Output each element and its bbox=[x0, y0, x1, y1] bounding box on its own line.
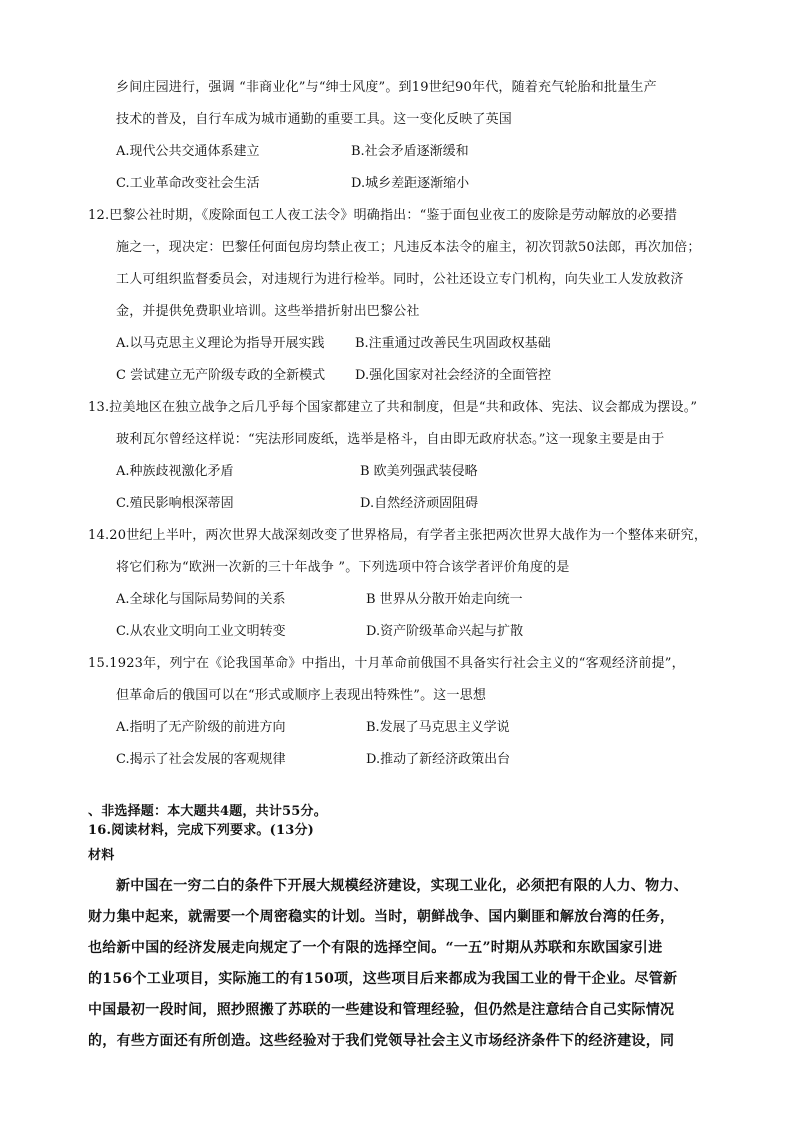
q11-stem-line-1: 乡间庄园进行，强调 “非商业化”与“绅士风度”。到19世纪90年代，随着充气轮胎和批量生产 bbox=[116, 80, 657, 95]
q13-stem-line-1: 13.拉美地区在独立战争之后几乎每个国家都建立了共和制度，但是“共和政体、宪法、议会都成为摆设。” bbox=[88, 400, 698, 415]
material-para-line-4: 的156个工业项目，实际施工的有150项，这些项目后来都成为我国工业的骨干企业。尽管新 bbox=[88, 971, 678, 987]
q11-option-d: D.城乡差距逐渐缩小 bbox=[351, 176, 470, 191]
material-label: 材料 bbox=[88, 848, 115, 863]
q12-stem-line-1: 12.巴黎公社时期，《废除面包工人夜工法令》明确指出：“鉴于面包业夜工的废除是劳动解放的必要措 bbox=[88, 208, 678, 223]
q12-option-b: B.注重通过改善民生巩固政权基础 bbox=[355, 336, 551, 351]
q15-option-c: C.揭示了社会发展的客观规律 bbox=[116, 752, 286, 767]
q11-option-c: C.工业革命改变社会生活 bbox=[116, 176, 260, 191]
q11-stem-line-2: 技术的普及，自行车成为城市通勤的重要工具。这一变化反映了英国 bbox=[116, 112, 513, 127]
q12-option-d: D.强化国家对社会经济的全面管控 bbox=[355, 368, 552, 383]
q12-option-a: A.以马克思主义理论为指导开展实践 bbox=[116, 336, 325, 351]
q13-option-d: D.自然经济顽固阻碍 bbox=[360, 496, 479, 511]
q11-option-a: A.现代公共交通体系建立 bbox=[116, 144, 260, 159]
q15-stem-line-2: 但革命后的俄国可以在“形式或顺序上表现出特殊性”。这一思想 bbox=[116, 688, 487, 703]
material-para-line-2: 财力集中起来，就需要一个周密稳实的计划。当时，朝鲜战争、国内剿匪和解放台湾的任务， bbox=[88, 909, 675, 925]
q14-option-d: D.资产阶级革命兴起与扩散 bbox=[366, 624, 524, 639]
material-para-line-1: 新中国在一穷二白的条件下开展大规模经济建设，实现工业化，必须把有限的人力、物力、 bbox=[116, 878, 688, 894]
material-para-line-5: 中国最初一段时间，照抄照搬了苏联的一些建设和管理经验，但仍然是注意结合自己实际情况 bbox=[88, 1002, 675, 1018]
q13-option-b: B 欧美列强武装侵略 bbox=[360, 464, 478, 479]
q11-option-b: B.社会矛盾逐渐缓和 bbox=[351, 144, 469, 159]
q15-option-d: D.推动了新经济政策出台 bbox=[366, 752, 511, 767]
material-para-line-6: 的，有些方面还有所创造。这些经验对于我们党领导社会主义市场经济条件下的经济建设，同 bbox=[88, 1033, 675, 1049]
q15-option-a: A.指明了无产阶级的前进方向 bbox=[116, 720, 286, 735]
q14-option-c: C.从农业文明向工业文明转变 bbox=[116, 624, 286, 639]
q14-option-a: A.全球化与国际局势间的关系 bbox=[116, 592, 286, 607]
q13-option-c: C.殖民影响根深蒂固 bbox=[116, 496, 234, 511]
q13-option-a: A.种族歧视激化矛盾 bbox=[116, 464, 234, 479]
q14-option-b: B 世界从分散开始走向统一 bbox=[366, 592, 523, 607]
material-para-line-3: 也给新中国的经济发展走向规定了一个有限的选择空间。“一五”时期从苏联和东欧国家引进 bbox=[88, 940, 663, 956]
q12-stem-line-3: 工人可组织监督委员会，对违规行为进行检举。同时，公社还设立专门机构，向失业工人发放救济 bbox=[116, 272, 684, 287]
q15-option-b: B.发展了马克思主义学说 bbox=[366, 720, 510, 735]
q13-stem-line-2: 玻利瓦尔曾经这样说：“宪法形同废纸，选举是格斗，自由即无政府状态。”这一现象主要是由于 bbox=[116, 432, 665, 447]
q12-option-c: C 尝试建立无产阶级专政的全新模式 bbox=[116, 368, 326, 383]
q12-stem-line-2: 施之一，现决定：巴黎任何面包房均禁止夜工；凡违反本法令的雇主，初次罚款50法郎，再次加倍； bbox=[116, 240, 701, 255]
q12-stem-line-4: 金，并提供免费职业培训。这些举措折射出巴黎公社 bbox=[116, 304, 420, 319]
q14-stem-line-1: 14.20世纪上半叶，两次世界大战深刻改变了世界格局，有学者主张把两次世界大战作为一个整体来研究， bbox=[88, 528, 708, 543]
q14-stem-line-2: 将它们称为“欧洲一次新的三十年战争 ”。下列选项中符合该学者评价角度的是 bbox=[116, 560, 570, 575]
section-heading: 、非选择题：本大题共4题，共计55分。 bbox=[88, 804, 327, 819]
q15-stem-line-1: 15.1923年，列宁在《论我国革命》中指出，十月革命前俄国不具备实行社会主义的“客观经济前提”， bbox=[88, 656, 685, 671]
q16-title: 16.阅读材料，完成下列要求。(13分) bbox=[88, 823, 315, 838]
